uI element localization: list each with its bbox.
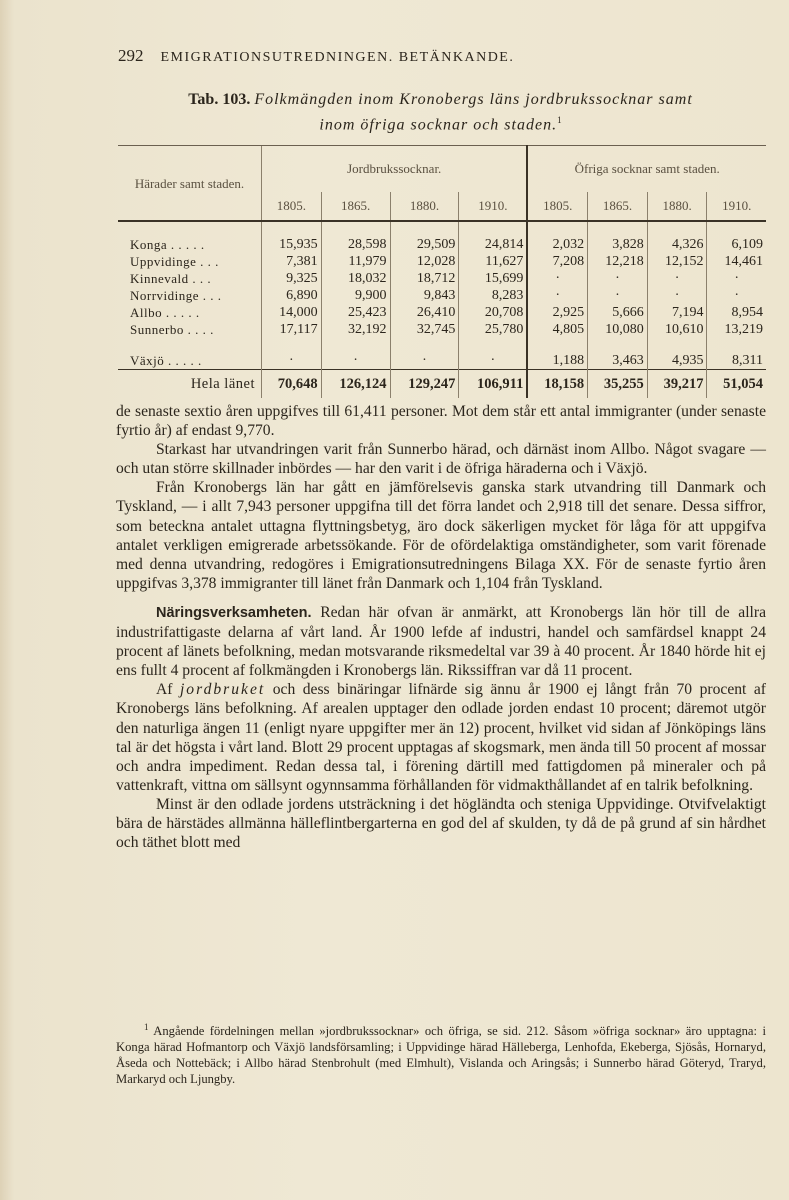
footnote-text: Angående fördelningen mellan »jordbrukssocknar» och öfriga, se sid. 212. Såsom »öfriga socknar» äro upptagna: i Konga härad Hofmantorp och Växjö landsförsamling; i Uppvidinge härad Hälleberga, Lenhofda, Ekeberga, Sjösås, Hornaryd, Åseda och Nottebäck; i Allbo härad Stenbrohult (med Elmhult), Vislanda och Aringsås; i Sunnerbo härad Göteryd, Traryd, Markaryd och Ljungby. — [116, 1024, 766, 1087]
running-title: EMIGRATIONSUTREDNINGEN. BETÄNKANDE. — [160, 50, 515, 65]
table-spacer-row — [118, 338, 766, 352]
table-cell: 25,423 — [321, 304, 390, 321]
table-cell: 8,311 — [707, 352, 766, 370]
table-cell: 7,194 — [647, 304, 707, 321]
running-header — [118, 46, 738, 66]
table-cell: · — [647, 270, 707, 287]
year-header-2: 1880. — [390, 192, 459, 221]
table-cell: 2,032 — [527, 236, 587, 253]
table-row — [118, 270, 766, 287]
row-label: Norrvidinge . . . — [130, 287, 222, 303]
paragraph-4 — [116, 603, 766, 680]
table-cell: · — [647, 287, 707, 304]
table-cell: · — [459, 352, 527, 370]
body-text — [116, 402, 766, 852]
table-cell: 3,463 — [588, 352, 648, 370]
table-row — [118, 321, 766, 338]
paragraph-3: Från Kronobergs län har gått en jämförelsevis ganska stark utvandring till Danmark och Tyskland, — i allt 7,943 personer uppgifna till det förra landet och 2,918 till det senare. Dessa siffror, som beteckna antalet uttagna flyttningsbetyg, äro dock säkerligen mycket för låga för att uppgifva antalet verkligen emigrerade arbetssökande. För de ofördelaktiga omständigheter, som varit förenade med denna utvandring, redogöres i Emigrationsutredningens Bilaga XX. För de senaste fyrtio åren uppgifvas 3,378 immigranter till länet från Danmark och 1,104 från Tyskland. — [116, 479, 766, 592]
table-cell: · — [588, 287, 648, 304]
table-cell: 18,032 — [321, 270, 390, 287]
section-heading: Näringsverksamheten. — [156, 604, 312, 621]
row-label: Sunnerbo . . . . — [130, 321, 214, 337]
row-label: Växjö . . . . . — [130, 352, 202, 368]
table-cell: 32,192 — [321, 321, 390, 338]
table-cell: 5,666 — [588, 304, 648, 321]
table-cell: 10,610 — [647, 321, 707, 338]
paragraph-2: Starkast har utvandringen varit från Sunnerbo härad, och därnäst inom Allbo. Något svagare — och utan större skillnader inbördes — har den varit i de öfriga häraderna och i Växjö. — [116, 441, 766, 478]
table-title-line2: inom öfriga socknar och staden. — [319, 116, 558, 134]
table-cell: 18,158 — [527, 370, 587, 399]
table-title-line1: Folkmängden inom Kronobergs läns jordbrukssocknar samt — [254, 91, 693, 108]
table-cell: 28,598 — [321, 236, 390, 253]
table-cell: 51,054 — [707, 370, 766, 399]
table-cell: · — [588, 270, 648, 287]
table-cell: 24,814 — [459, 236, 527, 253]
table-cell: 10,080 — [588, 321, 648, 338]
paragraph-5-start: Af — [156, 681, 173, 699]
year-header-1: 1865. — [321, 192, 390, 221]
table-cell: 12,152 — [647, 253, 707, 270]
table-cell: 4,935 — [647, 352, 707, 370]
page-number: 292 — [118, 46, 144, 65]
row-label: Hela länet — [118, 370, 262, 399]
population-table — [118, 145, 766, 398]
year-header-6: 1880. — [647, 192, 707, 221]
table-cell: 12,218 — [588, 253, 648, 270]
footnote — [116, 1019, 766, 1087]
paragraph-5-text: och dess binäringar lifnärde sig ännu år 1900 ej långt från 70 procent af Kronobergs läns befolkning. Af arealen upptager den odlade jorden endast 10 procent; däremot utgör den naturliga ängen 11 (enligt nyare uppgifter mer än 12) procent, hvilket vid sidan af Jönköpings läns tal är det högsta i vårt land. Blott 29 procent upptagas af skogsmark, men ända till 50 procent af mossar och andra impediment. Redan dessa tal, i förening därtill med fattigdomen på mineraler och på vattenkraft, vittna om sällsynt ogynnsamma förhållanden för vidmakthållandet af en talrik befolkning. — [116, 681, 766, 794]
table-cell: · — [527, 270, 587, 287]
table-cell: 15,935 — [262, 236, 322, 253]
table-cell: 1,188 — [527, 352, 587, 370]
table-cell: 39,217 — [647, 370, 707, 399]
row-label: Uppvidinge . . . — [130, 253, 219, 269]
table-number: Tab. 103. — [188, 91, 251, 108]
year-header-3: 1910. — [459, 192, 527, 221]
table-row — [118, 352, 766, 370]
table-cell: 29,509 — [390, 236, 459, 253]
table-row — [118, 253, 766, 270]
table-cell: 20,708 — [459, 304, 527, 321]
table-cell: 3,828 — [588, 236, 648, 253]
table-cell: 4,326 — [647, 236, 707, 253]
table-cell: 17,117 — [262, 321, 322, 338]
table-cell: 14,000 — [262, 304, 322, 321]
table-cell: 106,911 — [459, 370, 527, 399]
year-header-5: 1865. — [588, 192, 648, 221]
table-group-header-row — [118, 146, 766, 193]
table-cell: 32,745 — [390, 321, 459, 338]
table-cell: 7,208 — [527, 253, 587, 270]
table-row — [118, 287, 766, 304]
table-cell: 126,124 — [321, 370, 390, 399]
table-cell: 4,805 — [527, 321, 587, 338]
table-cell: 35,255 — [588, 370, 648, 399]
emphasis-jordbruket: jordbruket — [179, 681, 266, 699]
table-cell: · — [390, 352, 459, 370]
table-cell: 8,954 — [707, 304, 766, 321]
paragraph-4-text: Redan här ofvan är anmärkt, att Kronobergs län hör till de allra industrifattigaste delarna af vårt land. År 1900 lefde af industri, handel och samfärdsel knappt 24 procent af länets befolkning, medan motsvarande riksmedeltal var 39 à 40 procent. År 1840 hörde hit ej ens fullt 4 procent af folkmängden i Kronobergs län. Rikssiffran var då 11 procent. — [116, 603, 767, 680]
year-header-7: 1910. — [707, 192, 766, 221]
paragraph-6: Minst är den odlade jordens utsträckning i det högländta och steniga Uppvidinge. Otvifvelaktigt bära de härstädes allmänna hälleflintbergarterna en god del af skulden, ty då de på grund af sin hårdhet och täthet blott med — [116, 795, 766, 852]
table-cell: 6,890 — [262, 287, 322, 304]
table-cell: 12,028 — [390, 253, 459, 270]
footnote-marker: 1 — [144, 1022, 149, 1032]
row-label: Allbo . . . . . — [130, 304, 200, 320]
table-cell: 25,780 — [459, 321, 527, 338]
table-row — [118, 236, 766, 253]
table-cell: 15,699 — [459, 270, 527, 287]
group-header-jordbruk: Jordbrukssocknar. — [262, 146, 528, 193]
table-cell: · — [707, 287, 766, 304]
group-header-ofriga: Öfriga socknar samt staden. — [527, 146, 766, 193]
table-cell: 8,283 — [459, 287, 527, 304]
table-cell: 129,247 — [390, 370, 459, 399]
row-header: Härader samt staden. — [118, 146, 262, 222]
table-cell: 18,712 — [390, 270, 459, 287]
table-cell: 6,109 — [707, 236, 766, 253]
row-label: Konga . . . . . — [130, 236, 205, 252]
table-cell: · — [262, 352, 322, 370]
table-cell: · — [527, 287, 587, 304]
table-cell: 2,925 — [527, 304, 587, 321]
year-header-0: 1805. — [262, 192, 322, 221]
table-cell: 7,381 — [262, 253, 322, 270]
table-row — [118, 370, 766, 399]
row-label: Kinnevald . . . — [130, 270, 212, 286]
table-cell: 9,843 — [390, 287, 459, 304]
table-cell: 70,648 — [262, 370, 322, 399]
table-cell: 11,979 — [321, 253, 390, 270]
table-spacer-row — [118, 221, 766, 236]
paragraph-1: de senaste sextio åren uppgifves till 61,411 personer. Mot dem står ett antal immigranter (under senaste fyrtio år) af endast 9,770. — [116, 403, 766, 440]
table-cell: 11,627 — [459, 253, 527, 270]
table-row — [118, 304, 766, 321]
table-cell: 26,410 — [390, 304, 459, 321]
paragraph-5 — [116, 680, 766, 795]
table-cell: 9,325 — [262, 270, 322, 287]
footnote-ref: 1 — [557, 115, 562, 125]
table-cell: · — [707, 270, 766, 287]
table-cell: · — [321, 352, 390, 370]
table-cell: 9,900 — [321, 287, 390, 304]
table-body — [118, 221, 766, 398]
table-cell: 13,219 — [707, 321, 766, 338]
table-cell: 14,461 — [707, 253, 766, 270]
year-header-4: 1805. — [527, 192, 587, 221]
table-caption — [118, 90, 763, 135]
